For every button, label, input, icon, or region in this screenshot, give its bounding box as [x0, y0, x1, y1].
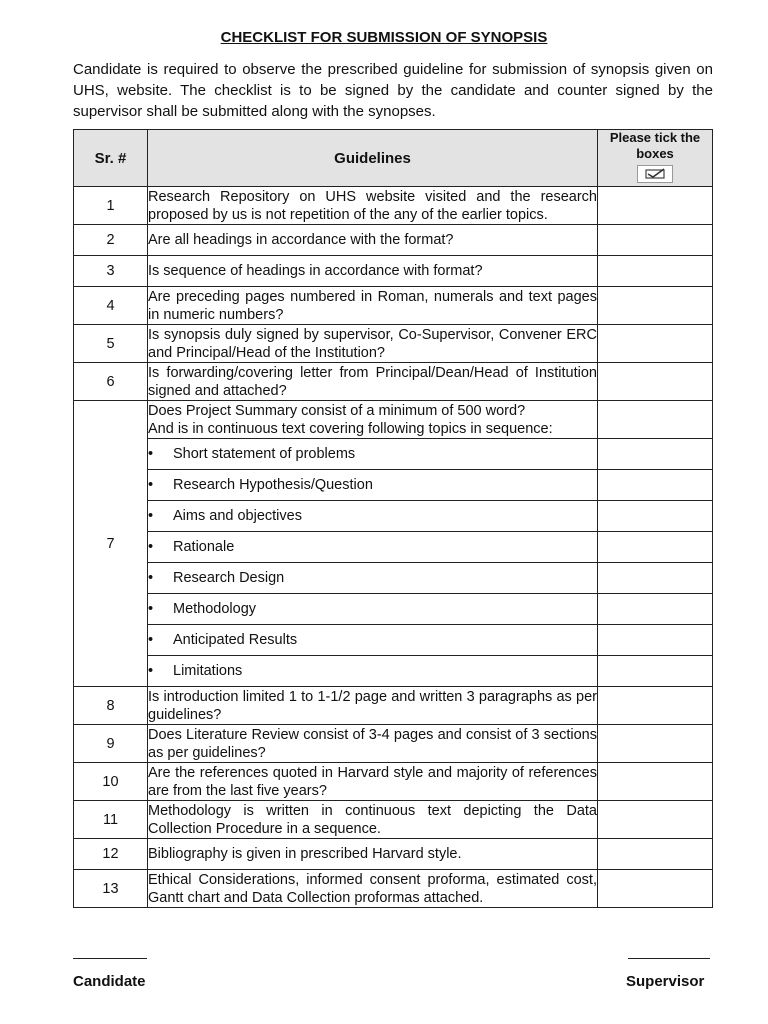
sub-item	[148, 470, 598, 501]
sub-item-label: Research Design	[173, 570, 285, 586]
tick-box[interactable]	[598, 870, 713, 908]
guideline-text: Methodology is written in continuous text depicting the Data Collection Procedure in a sequence.	[148, 802, 597, 837]
sub-item-label: Methodology	[173, 601, 257, 617]
sub-item-row	[74, 563, 713, 594]
bullet-icon: •	[148, 570, 154, 586]
header-guidelines: Guidelines	[148, 130, 598, 187]
guideline-text: Are preceding pages numbered in Roman, numerals and text pages in numeric numbers?	[148, 288, 597, 323]
guideline-text	[148, 401, 598, 439]
row-number: 12	[74, 839, 148, 870]
sub-item-label: Limitations	[173, 663, 243, 679]
intro-paragraph: Candidate is required to observe the prescribed guideline for submission of synopsis given on UHS, website. The checklist is to be signed by the candidate and counter signed by the supervisor shall be submitted along with the synopses.	[73, 61, 713, 120]
tick-box[interactable]	[598, 801, 713, 839]
table-header-row	[74, 130, 713, 187]
sub-item-row	[74, 470, 713, 501]
tick-box[interactable]	[598, 725, 713, 763]
sub-item-row	[74, 594, 713, 625]
tick-box[interactable]	[598, 401, 713, 439]
tick-box[interactable]	[598, 501, 713, 532]
tick-box[interactable]	[598, 763, 713, 801]
table-row	[74, 256, 713, 287]
table-row	[74, 363, 713, 401]
page-title: CHECKLIST FOR SUBMISSION OF SYNOPSIS	[220, 29, 548, 46]
sub-item-row	[74, 625, 713, 656]
guideline-line: Does Project Summary consist of a minimum of 500 word?	[148, 402, 526, 419]
table-row	[74, 187, 713, 225]
row-number: 8	[74, 687, 148, 725]
table-row	[74, 839, 713, 870]
guideline-text: Is synopsis duly signed by supervisor, Co-Supervisor, Convener ERC and Principal/Head of the Institution?	[148, 326, 597, 361]
guideline-text: Bibliography is given in prescribed Harvard style.	[148, 839, 598, 870]
table-row	[74, 763, 713, 801]
sub-item-row	[74, 656, 713, 687]
bullet-icon: •	[148, 446, 154, 462]
tick-box[interactable]	[598, 656, 713, 687]
sub-item	[148, 532, 598, 563]
tick-box[interactable]	[598, 256, 713, 287]
row-number: 5	[74, 325, 148, 363]
sub-item	[148, 439, 598, 470]
checklist-table	[73, 129, 713, 908]
guideline-text: Does Literature Review consist of 3-4 pages and consist of 3 sections as per guidelines?	[148, 726, 597, 761]
table-row	[74, 401, 713, 439]
guideline-text: Is sequence of headings in accordance with format?	[148, 256, 598, 287]
guideline-text: Is forwarding/covering letter from Principal/Dean/Head of Institution signed and attached?	[148, 364, 597, 399]
candidate-label: Candidate	[73, 973, 146, 990]
sub-item	[148, 625, 598, 656]
tick-box[interactable]	[598, 625, 713, 656]
row-number: 6	[74, 363, 148, 401]
tick-box[interactable]	[598, 532, 713, 563]
tick-box[interactable]	[598, 687, 713, 725]
tick-box[interactable]	[598, 225, 713, 256]
candidate-signature-line	[73, 958, 147, 959]
supervisor-label: Supervisor	[626, 973, 705, 990]
tick-box[interactable]	[598, 839, 713, 870]
table-row	[74, 325, 713, 363]
tick-box[interactable]	[598, 187, 713, 225]
bullet-icon: •	[148, 663, 154, 679]
sub-item	[148, 594, 598, 625]
table-row	[74, 801, 713, 839]
sub-item-label: Short statement of problems	[173, 446, 356, 462]
sub-item-label: Research Hypothesis/Question	[173, 477, 373, 493]
sub-item	[148, 563, 598, 594]
sub-item-label: Rationale	[173, 539, 235, 555]
table-row	[74, 287, 713, 325]
sub-item-label: Anticipated Results	[173, 632, 298, 648]
guideline-text: Are all headings in accordance with the format?	[148, 225, 598, 256]
row-number: 7	[74, 401, 148, 687]
header-sr: Sr. #	[74, 130, 148, 187]
bullet-icon: •	[148, 632, 154, 648]
sub-item-label: Aims and objectives	[173, 508, 302, 524]
row-number: 4	[74, 287, 148, 325]
bullet-icon: •	[148, 601, 154, 617]
bullet-icon: •	[148, 539, 154, 555]
sub-item-row	[74, 501, 713, 532]
row-number: 13	[74, 870, 148, 908]
table-row	[74, 225, 713, 256]
row-number: 3	[74, 256, 148, 287]
bullet-icon: •	[148, 477, 154, 493]
row-number: 9	[74, 725, 148, 763]
tick-box[interactable]	[598, 439, 713, 470]
table-row	[74, 725, 713, 763]
guideline-text: Ethical Considerations, informed consent proforma, estimated cost, Gantt chart and Data Collection proformas attached.	[148, 871, 597, 906]
tick-box[interactable]	[598, 594, 713, 625]
bullet-icon: •	[148, 508, 154, 524]
table-row	[74, 870, 713, 908]
row-number: 10	[74, 763, 148, 801]
header-tick-label: Please tick the boxes	[609, 130, 701, 161]
sub-item-row	[74, 532, 713, 563]
table-row	[74, 687, 713, 725]
guideline-line: And is in continuous text covering following topics in sequence:	[148, 420, 553, 437]
header-tick	[598, 130, 713, 187]
tick-box[interactable]	[598, 363, 713, 401]
tick-box[interactable]	[598, 470, 713, 501]
checkbox-icon	[637, 165, 673, 183]
guideline-text: Is introduction limited 1 to 1-1/2 page and written 3 paragraphs as per guidelines?	[148, 688, 597, 723]
sub-item	[148, 656, 598, 687]
guideline-text: Research Repository on UHS website visited and the research proposed by us is not repetition of the any of the earlier topics.	[148, 188, 597, 223]
sub-item-row	[74, 439, 713, 470]
row-number: 11	[74, 801, 148, 839]
row-number: 1	[74, 187, 148, 225]
guideline-text: Are the references quoted in Harvard style and majority of references are from the last five years?	[148, 764, 597, 799]
supervisor-signature-line	[628, 958, 710, 959]
tick-box[interactable]	[598, 287, 713, 325]
tick-box[interactable]	[598, 563, 713, 594]
tick-box[interactable]	[598, 325, 713, 363]
row-number: 2	[74, 225, 148, 256]
sub-item	[148, 501, 598, 532]
